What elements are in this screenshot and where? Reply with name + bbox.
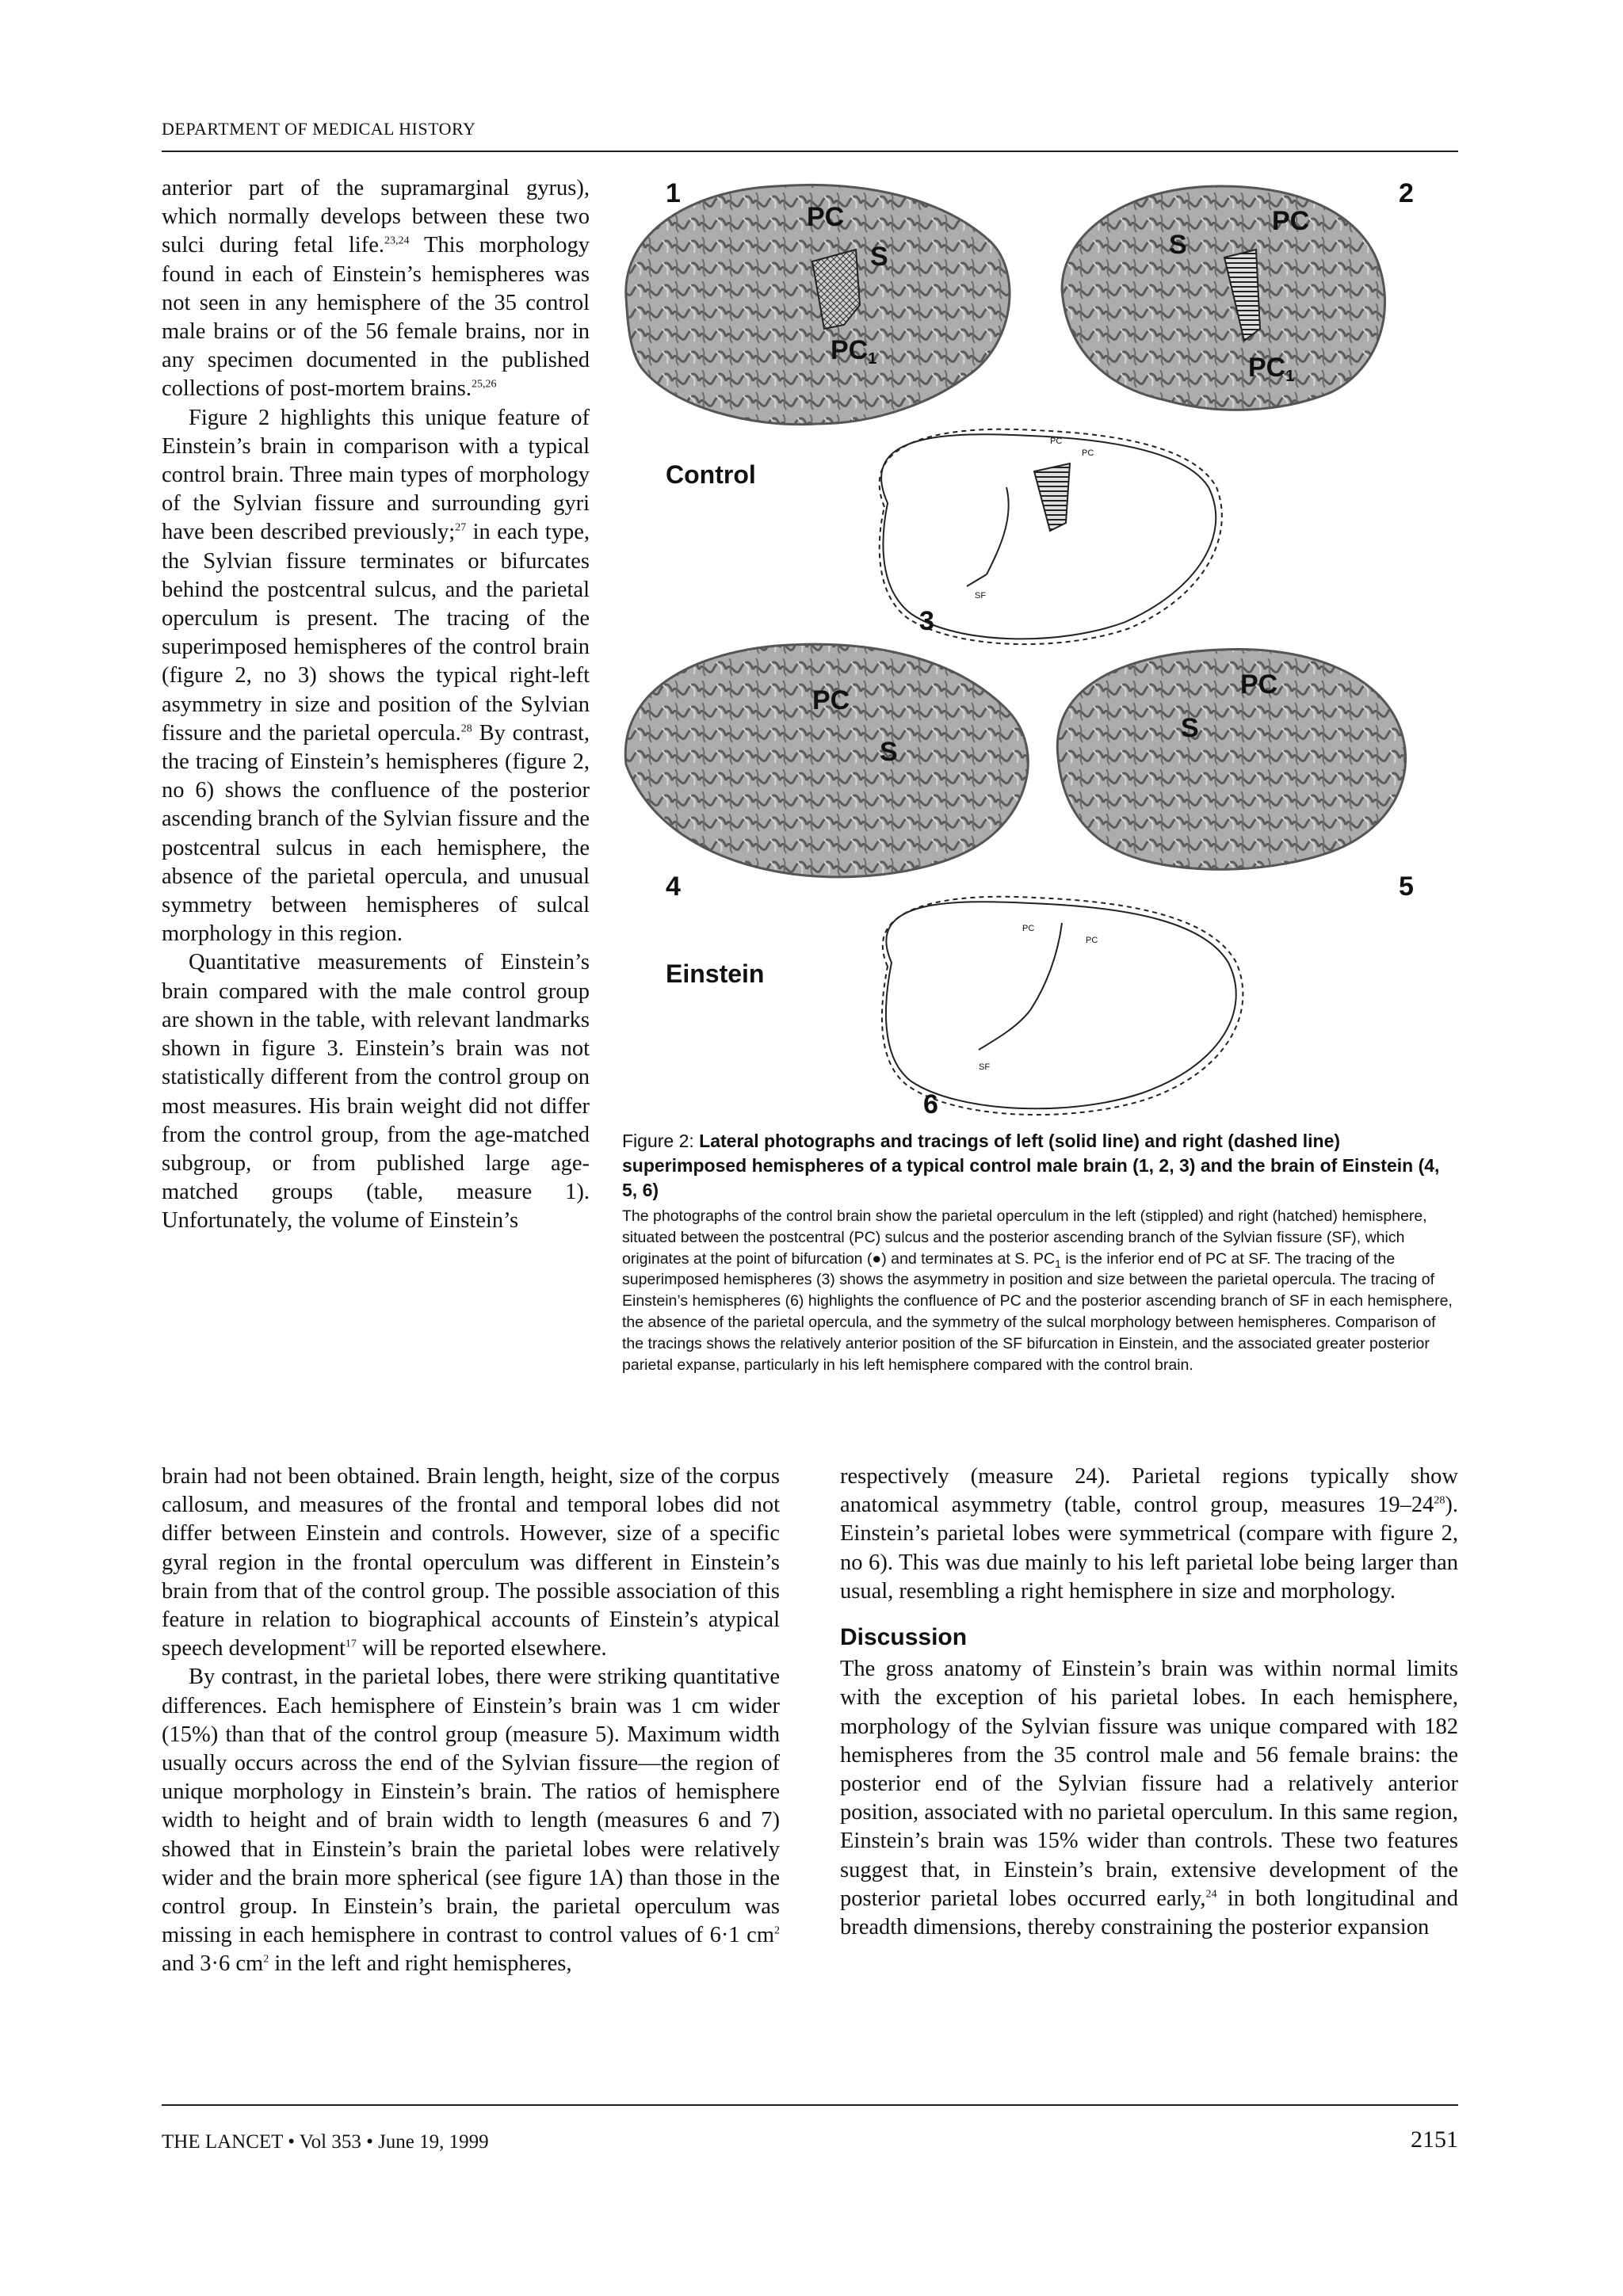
landmark-pc1: PC1 bbox=[1248, 353, 1295, 385]
figure-caption-body: The photographs of the control brain show the parietal operculum in the left (stippled) and right (hatched) hemisphere, situated between the postcentral (PC) sulcus and the posterior ascending branch of the Sylvian fissure (SF), which originates at the point of bifurcation (●) and terminates at S. $PC_1$ is the inferior end of PC at SF. The tracing of the superimposed hemispheres (3) shows the asymmetry in position and size between the parietal opercula. The tracing of Einstein’s hemispheres (6) highlights the confluence of PC and the posterior ascending branch of SF in each hemisphere, the absence of the parietal opercula, and the symmetry of the sulcal morphology between hemispheres. Comparison of the tracings shows the relatively anterior position of the SF bifurcation in Einstein, and the associated greater posterior parietal expanse, particularly in his left hemisphere compared with the control brain. bbox=[622, 1207, 1453, 1374]
paragraph: anterior part of the supramarginal gyrus), which normally develops between these two sulci during fetal life.$^{23,24}$ This morphology found in each of Einstein’s hemispheres was not seen in any hemisphere of the 35 control male brains or of the 56 female brains, nor in any specimen documented in the published collections of post-mortem brains.$^{25,26}$ bbox=[162, 176, 590, 402]
landmark-pc: PC bbox=[1272, 206, 1310, 236]
tracing-6 bbox=[882, 897, 1243, 1115]
landmark-s: S bbox=[1181, 713, 1199, 743]
landmark-s: S bbox=[880, 737, 898, 767]
bottom-left-column bbox=[162, 1463, 780, 1979]
landmark-pc1: PC1 bbox=[831, 335, 877, 368]
running-head: DEPARTMENT OF MEDICAL HISTORY bbox=[162, 119, 476, 139]
paragraph: Figure 2 highlights this unique feature of Einstein’s brain in comparison with a typical control brain. Three main types of morphology of the Sylvian fissure and surrounding gyri have been described previously;$^{27}$ in each type, the Sylvian fissure terminates or bifurcates behind the postcentral sulcus, and the parietal operculum is present. The tracing of the superimposed hemispheres of the control brain (figure 2, no 3) shows the typical right-left asymmetry in size and position of the Sylvian fissure and the parietal opercula.$^{28}$ By contrast, the tracing of Einstein’s hemispheres (figure 2, no 6) shows the confluence of the posterior ascending branch of the Sylvian fissure and the postcentral sulcus in each hemisphere, the absence of the parietal opercula, and unusual symmetry between hemispheres of sulcal morphology in this region. bbox=[162, 405, 590, 947]
landmark-pc: PC bbox=[1050, 437, 1063, 446]
page-number: 2151 bbox=[1411, 2126, 1458, 2153]
paragraph: respectively (measure 24). Parietal regions typically show anatomical asymmetry (table, control group, measures $19-24^{28}$). Einstein’s parietal lobes were symmetrical (compare with figure 2, no 6). This was due mainly to his left parietal lobe being larger than usual, resembling a right hemisphere in size and morphology. bbox=[840, 1464, 1458, 1604]
panel-number-1: 1 bbox=[666, 178, 681, 208]
landmark-s: S bbox=[870, 242, 888, 272]
bottom-right-column bbox=[840, 1463, 1458, 1942]
panel-number-4: 4 bbox=[666, 871, 681, 902]
landmark-s: S bbox=[1169, 230, 1187, 260]
left-column bbox=[162, 174, 590, 1236]
brain-photo-4 bbox=[625, 644, 1028, 877]
figure-caption bbox=[622, 1129, 1458, 1375]
footer-rule bbox=[162, 2104, 1458, 2106]
figure-2 bbox=[618, 170, 1458, 1121]
header-rule bbox=[162, 151, 1458, 152]
panel-number-6: 6 bbox=[923, 1089, 938, 1119]
landmark-pc: PC bbox=[807, 202, 845, 232]
group-label-einstein: Einstein bbox=[666, 959, 765, 988]
panel-number-3: 3 bbox=[919, 606, 934, 636]
group-label-control: Control bbox=[666, 460, 756, 489]
brain-photo-5 bbox=[1057, 650, 1405, 870]
landmark-sf: SF bbox=[975, 591, 987, 601]
landmark-pc: PC bbox=[1022, 924, 1035, 933]
paragraph: Quantitative measurements of Einstein’s brain compared with the male control group are shown in the table, with relevant landmarks shown in figure 3. Einstein’s brain was not statistically different from the control group on most measures. His brain weight did not differ from the control group, from the age-matched subgroup, or from published large age-matched groups (table, measure 1). Unfortunately, the volume of Einstein’s bbox=[162, 950, 590, 1234]
journal-citation: THE LANCET • Vol 353 • June 19, 1999 bbox=[162, 2131, 489, 2153]
paragraph: By contrast, in the parietal lobes, there were striking quantitative differences. Each hemisphere of Einstein’s brain was 1 cm wider (15%) than that of the control group (measure 5). Maximum width usually occurs across the end of the Sylvian fissure—the region of unique morphology in Einstein’s brain. The ratios of hemisphere width to height and of brain width to length (measures 6 and 7) showed that in Einstein’s brain the parietal lobes were relatively wider and the brain more spherical (see figure 1A) than those in the control group. In Einstein’s brain, the parietal operculum was missing in each hemisphere in contrast to control values of 6·1 $cm^2$ and 3·6 $cm^2$ in the left and right hemispheres, bbox=[162, 1665, 780, 1977]
landmark-pc: PC bbox=[1086, 936, 1098, 945]
figure-2-artwork bbox=[618, 170, 1458, 1121]
landmark-pc: PC bbox=[1082, 448, 1094, 458]
panel-number-5: 5 bbox=[1399, 871, 1414, 902]
paragraph: brain had not been obtained. Brain length, height, size of the corpus callosum, and measures of the frontal and temporal lobes did not differ between Einstein and controls. However, size of a specific gyral region in the frontal operculum was different in Einstein’s brain from that of the control group. The possible association of this feature in relation to biographical accounts of Einstein’s atypical speech development$^{17}$ will be reported elsewhere. bbox=[162, 1464, 780, 1661]
landmark-pc: PC bbox=[1240, 669, 1278, 700]
panel-number-2: 2 bbox=[1399, 178, 1414, 208]
landmark-sf: SF bbox=[979, 1062, 991, 1072]
landmark-pc: PC bbox=[812, 685, 850, 715]
figure-caption-title: Figure 2: Lateral photographs and tracings of left (solid line) and right (dashed line) superimposed hemispheres of a typical control male brain (1, 2, 3) and the brain of Einstein (4, 5, 6) bbox=[622, 1131, 1440, 1200]
brain-photo-2 bbox=[1062, 186, 1385, 410]
discussion-heading: Discussion bbox=[840, 1624, 968, 1651]
paragraph: The gross anatomy of Einstein’s brain was within normal limits with the exception of his parietal lobes. In each hemisphere, morphology of the Sylvian fissure was unique compared with 182 hemispheres from the 35 control male and 56 female brains: the posterior end of the Sylvian fissure had a relatively anterior position, associated with no parietal operculum. In this same region, Einstein’s brain was 15% wider than controls. These two features suggest that, in Einstein’s brain, extensive development of the posterior parietal lobes occurred early,$^{24}$ in both longitudinal and breadth dimensions, thereby constraining the posterior expansion bbox=[840, 1657, 1458, 1940]
